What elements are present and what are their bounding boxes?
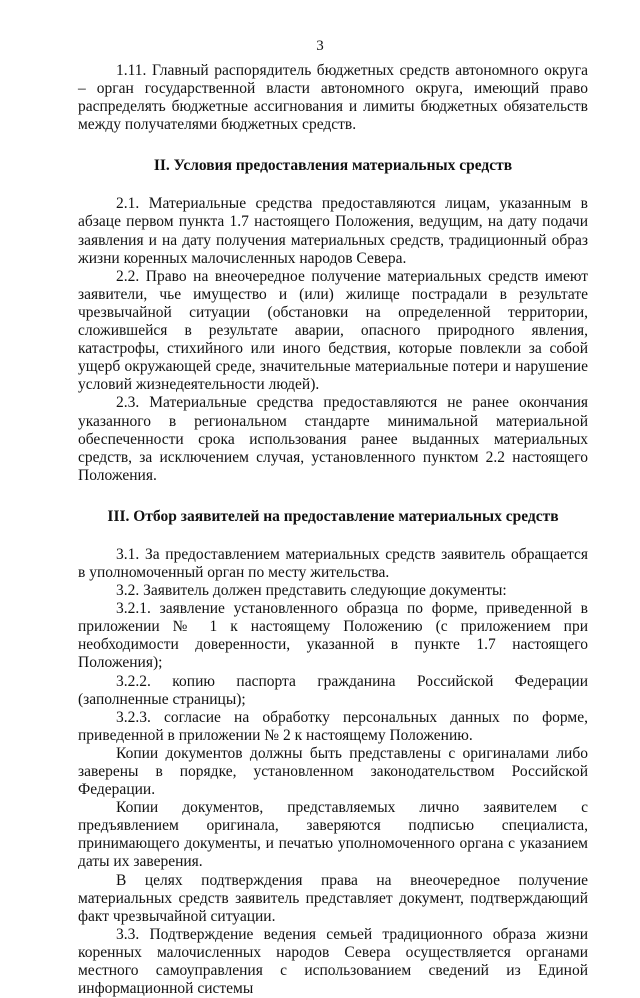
paragraph-2-3: 2.3. Материальные средства предоставляются не ранее окончания указанного в региональном стандарте минимальной материальной обеспеченности срока использования ранее выданных материальных средств, за исключением случая, установленного пунктом 2.2 настоящего Положения. [78,394,588,484]
document-body [78,62,588,998]
paragraph-3-1: 3.1. За предоставлением материальных средств заявитель обращается в уполномоченный орган по месту жительства. [78,545,588,581]
paragraph-copies-originals: Копии документов должны быть представлены с оригиналами либо заверены в порядке, установленном законодательством Российской Федерации. [78,744,588,799]
paragraph-emergency-proof: В целях подтверждения права на внеочередное получение материальных средств заявитель представляет документ, подтверждающий факт чрезвычайной ситуации. [78,871,588,925]
section-heading-2: II. Условия предоставления материальных средств [153,157,513,175]
paragraph-1-11: 1.11. Главный распорядитель бюджетных средств автономного округа – орган государственной власти автономного округа, имеющий право распределять бюджетные ассигнования и лимиты бюджетных обязательств между получателями бюджетных средств. [78,62,588,134]
paragraph-2-2: 2.2. Право на внеочередное получение материальных средств имеют заявители, чье имущество и (или) жилище пострадали в результате чрезвычайной ситуации (обстановки на определенной территории, сложившейся в результате аварии, опасного природного явления, катастрофы, стихийного или иного бедствия, которые повлекли за собой ущерб окружающей среде, значительные материальные потери и нарушение условий жизнедеятельности людей). [78,267,588,394]
paragraph-3-2-1: 3.2.1. заявление установленного образца по форме, приведенной в приложении № 1 к настоящему Положению (с приложением при необходимости доверенности, указанной в пункте 1.7 настоящего Положения); [78,600,588,672]
paragraph-3-2: 3.2. Заявитель должен представить следующие документы: [116,582,507,600]
section-heading-3: III. Отбор заявителей на предоставление материальных средств [107,507,559,525]
paragraph-2-1: 2.1. Материальные средства предоставляются лицам, указанным в абзаце первом пункта 1.7 настоящего Положения, ведущим, на дату подачи заявления и на дату получения материальных средств, традиционный образ жизни коренных малочисленных народов Севера. [78,195,588,267]
paragraph-3-2-2: 3.2.2. копию паспорта гражданина Российской Федерации (заполненные страницы); [78,672,588,708]
paragraph-3-2-3: 3.2.3. согласие на обработку персональных данных по форме, приведенной в приложении № 2 к настоящему Положению. [78,708,588,744]
page-number: 3 [316,38,324,54]
paragraph-3-3: 3.3. Подтверждение ведения семьей традиционного образа жизни коренных малочисленных народов Севера осуществляется органами местного самоуправления с использованием сведений из Единой информационной системы [78,925,588,998]
paragraph-copies-certified: Копии документов, представляемых лично заявителем с предъявлением оригинала, заверяются подписью специалиста, принимающего документы, и печатью уполномоченного органа с указанием даты их заверения. [78,799,588,871]
